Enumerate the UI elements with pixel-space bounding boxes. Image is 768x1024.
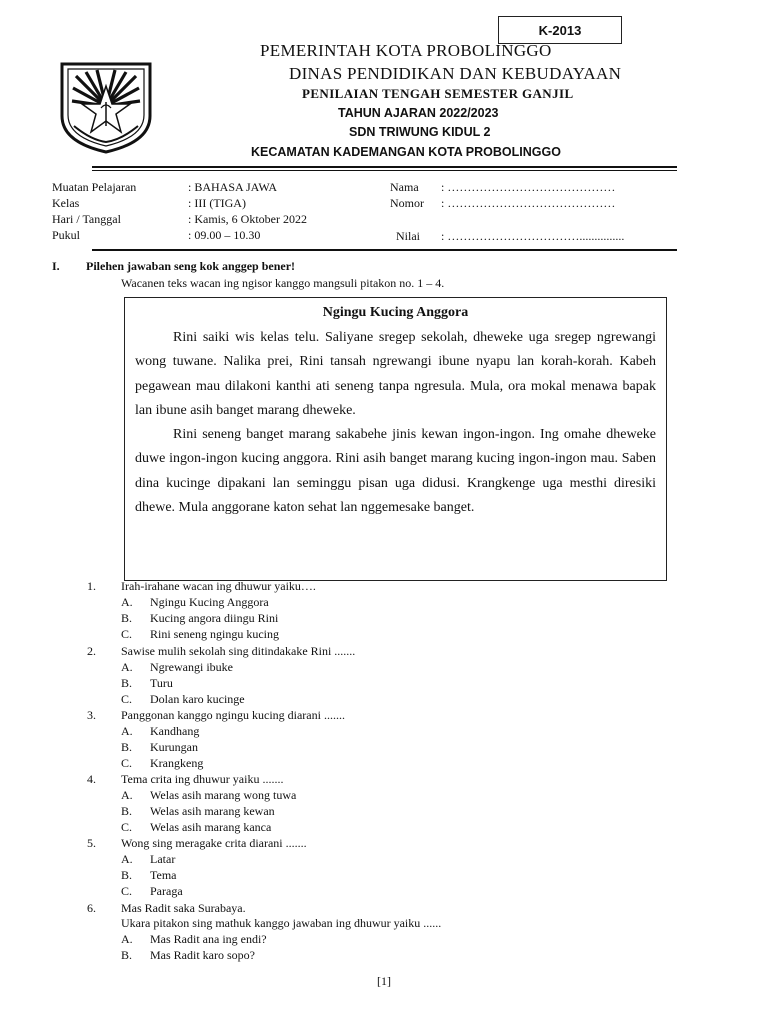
section-numeral: I. (52, 259, 60, 273)
meta-rule (92, 249, 677, 251)
passage-paragraph-1: Rini saiki wis kelas telu. Saliyane sregep sekolah, dheweke uga sregep ngrewangi wong tuwane. Nalika prei, Rini tansah ngrewangi ibune nyapu lan korah-korah. Kabeh pegawean mau dilakoni kanthi ati seneng tanpa ngresula. Mula, ora mokal menawa bapak lan ibune asih banget marang dheweke. (135, 330, 656, 418)
number-label: Nomor (390, 196, 424, 210)
header-rule-thick (92, 166, 677, 168)
option-c[interactable]: Paraga (150, 884, 183, 898)
option-a[interactable]: Latar (150, 852, 176, 866)
option-a[interactable]: Mas Radit ana ing endi? (150, 932, 267, 946)
score-field[interactable]: : ……………………………............... (441, 229, 625, 243)
option-b[interactable]: Kucing angora diingu Rini (150, 611, 279, 625)
page-number: [1] (377, 974, 391, 988)
score-label: Nilai (396, 229, 420, 243)
curriculum-badge: K-2013 (498, 16, 622, 44)
option-a[interactable]: Ngrewangi ibuke (150, 660, 233, 674)
option-c[interactable]: Dolan karo kucinge (150, 692, 245, 706)
name-label: Nama (390, 180, 419, 194)
date-value: : Kamis, 6 Oktober 2022 (188, 212, 307, 226)
option-c[interactable]: Welas asih marang kanca (150, 820, 272, 834)
time-label: Pukul (52, 228, 81, 242)
option-b[interactable]: Tema (150, 868, 177, 882)
option-a[interactable]: Welas asih marang wong tuwa (150, 788, 297, 802)
option-b[interactable]: Turu (150, 676, 173, 690)
subject-label: Muatan Pelajaran (52, 180, 137, 194)
question-text: Wong sing meragake crita diarani ....... (121, 836, 307, 850)
option-b[interactable]: Mas Radit karo sopo? (150, 948, 255, 962)
date-label: Hari / Tanggal (52, 212, 121, 226)
question-text: Mas Radit saka Surabaya. (121, 901, 246, 915)
class-label: Kelas (52, 196, 80, 210)
header-exam-title: PENILAIAN TENGAH SEMESTER GANJIL (302, 86, 574, 101)
section-intro: Wacanen teks wacan ing ngisor kanggo mangsuli pitakon no. 1 – 4. (121, 276, 445, 290)
option-c[interactable]: Krangkeng (150, 756, 204, 770)
question-text: Tema crita ing dhuwur yaiku ....... (121, 772, 284, 786)
name-field[interactable]: : …………………………………… (441, 180, 616, 194)
reading-passage (124, 297, 667, 581)
option-a[interactable]: Ngingu Kucing Anggora (150, 595, 269, 609)
time-value: : 09.00 – 10.30 (188, 228, 261, 242)
passage-title: Ngingu Kucing Anggora (322, 305, 469, 320)
option-a[interactable]: Kandhang (150, 724, 200, 738)
option-b[interactable]: Kurungan (150, 740, 198, 754)
city-emblem-icon (56, 56, 156, 156)
question-text-2: Ukara pitakon sing mathuk kanggo jawaban ing dhuwur yaiku ...... (121, 916, 442, 930)
question-text: Panggonan kanggo ngingu kucing diarani ....... (121, 708, 345, 722)
header-district: KECAMATAN KADEMANGAN KOTA PROBOLINGGO (251, 145, 561, 159)
question-text: Irah-irahane wacan ing dhuwur yaiku…. (121, 579, 316, 593)
header-rule-thin (92, 170, 677, 171)
section-heading: Pilehen jawaban seng kok anggep bener! (86, 259, 296, 273)
class-value: : III (TIGA) (188, 196, 246, 210)
option-b[interactable]: Welas asih marang kewan (150, 804, 275, 818)
passage-paragraph-2: Rini seneng banget marang sakabehe jinis kewan ingon-ingon. Ing omahe dheweke duwe ingon-ingon kucing anggora. Rini asih banget marang kucing ingon-ingon mau. Saben dina kucinge dipakani lan seminggu pisan uga didusi. Krangkenge uga mesthi diresiki dhewe. Mula anggorane katon sehat lan nggemesake banget. (135, 427, 656, 516)
option-c[interactable]: Rini seneng ngingu kucing (150, 627, 279, 641)
header-school-year: TAHUN AJARAN 2022/2023 (338, 106, 499, 120)
header-department: DINAS PENDIDIKAN DAN KEBUDAYAAN (289, 64, 622, 83)
header-government: PEMERINTAH KOTA PROBOLINGGO (260, 41, 552, 60)
subject-value: : BAHASA JAWA (188, 180, 278, 194)
header-school-name: SDN TRIWUNG KIDUL 2 (349, 125, 491, 139)
question-text: Sawise mulih sekolah sing ditindakake Rini ....... (121, 644, 356, 658)
questions-list: 1. Irah-irahane wacan ing dhuwur yaiku…. A. Ngingu Kucing Anggora B. Kucing angora diingu Rini C. Rini seneng ngingu kucing 2. Sawise mulih sekolah sing ditindakake Rini ....... A. Ngrewangi ibuke B. Turu C. Dolan karo kucinge 3. Panggonan kanggo ngingu kucing diarani ....... A. Kandhang B. Kurungan C. Krangkeng 4. Tema crita ing dhuwur yaiku ....... A. Welas asih marang wong tuwa B. Welas asih marang kewan C. Welas asih marang kanca 5. Wong sing meragake crita diarani ....... A. Latar B. Tema C. Paraga 6. Mas Radit saka Surabaya. Ukara pitakon sing mathuk kanggo jawaban ing dhuwur yaiku ...... A. Mas Radit ana ing endi? B. Mas Radit karo sopo? (87, 579, 442, 962)
number-field[interactable]: : …………………………………… (441, 196, 616, 210)
